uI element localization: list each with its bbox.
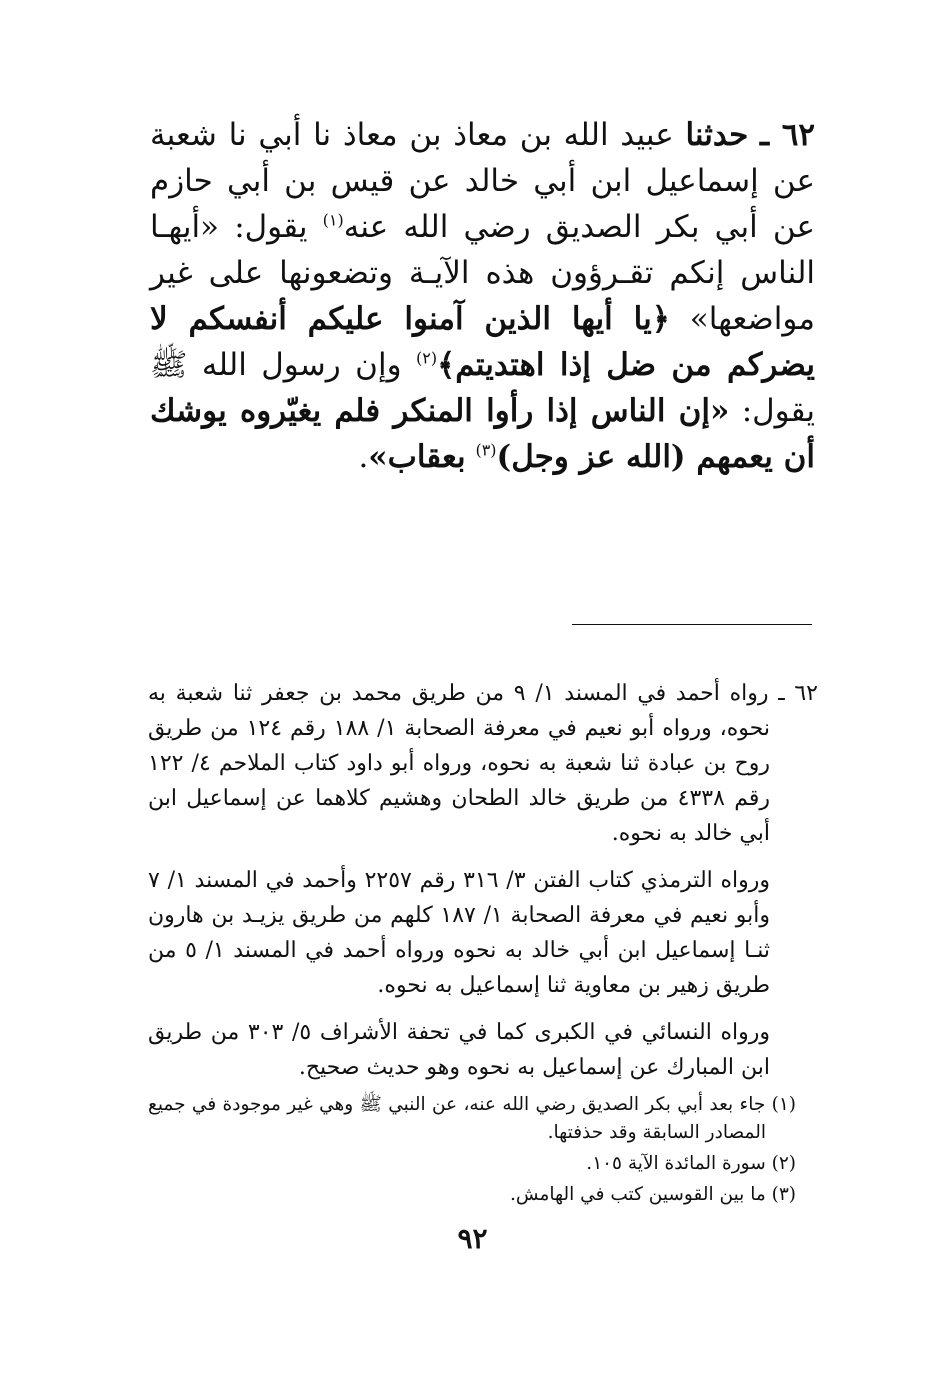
hadith-said-intro: يقول: «أيهـا الناس إنكم تقـرؤون هذه الآيـة وتضعونها على غير مواضعها» (150, 209, 815, 337)
takhrij-notes (148, 676, 818, 1212)
page-number: ٩٢ (457, 1222, 488, 1255)
prophet-intro: وإن رسول الله ﷺ يقول: (150, 347, 815, 429)
hadith-number: ٦٢ ـ (760, 117, 816, 153)
hadith-end-dot: . (358, 439, 369, 475)
takhrij-paragraph: ورواه النسائي في الكبرى كما في تحفة الأشراف ٥/ ٣٠٣ من طريق ابن المبارك عن إسماعيل به نحوه وهو حديث صحيح. (148, 1020, 771, 1080)
hadith-opening: حدثنا (685, 117, 749, 153)
hadith-isnad: عبيد الله بن معاذ بن معاذ نا أبي نا شعبة عن إسماعيل ابن أبي خالد عن قيس بن أبي حازم عن أبي بكر الصديق رضي الله عنه (150, 117, 816, 245)
footnote-marker-2: (٢) (416, 348, 438, 368)
quran-verse: ﴿يا أيها الذين آمنوا عليكم أنفسكم لا يضركم من ضل إذا اهتديتم﴾ (150, 301, 816, 383)
footnote-3: (٣) ما بين القوسين كتب في الهامش. (509, 1184, 796, 1205)
footnote-marker-1: (١) (322, 210, 344, 230)
hadith-text (150, 112, 815, 480)
footnote-divider (572, 624, 812, 625)
takhrij-paragraph: ٦٢ ـ رواه أحمد في المسند ١/ ٩ من طريق محمد بن جعفر ثنا شعبة به نحوه، ورواه أبو نعيم في معرفة الصحابة ١/ ١٨٨ رقم ١٢٤ من طريق روح بن عبادة ثنا شعبة به نحوه، ورواه أبو داود كتاب الملاحم ٤/ ١٢٢ رقم ٤٣٣٨ من طريق خالد الطحان وهشيم كلاهما عن إسماعيل ابن أبي خالد به نحوه. (148, 681, 818, 846)
footnotes-list (148, 1091, 818, 1209)
footnote-1: (١) جاء بعد أبي بكر الصديق رضي الله عنه، عن النبي ﷺ وهي غير موجودة في جميع المصادر السابقة وقد حذفتها. (148, 1094, 796, 1143)
takhrij-paragraph: ورواه الترمذي كتاب الفتن ٣/ ٣١٦ رقم ٢٢٥٧ وأحمد في المسند ١/ ٧ وأبو نعيم في معرفة الصحابة ١/ ١٨٧ كلهم من طريق يزيـد بن هارون ثنـا إسماعيل ابن أبي خالد به نحوه ورواه أحمد في المسند ١/ ٥ من طريق زهير بن معاوية ثنا إسماعيل به نحوه. (148, 868, 771, 998)
hadith-ending: بعقاب» (368, 439, 466, 475)
prophet-saying: «إن الناس إذا رأوا المنكر فلم يغيّروه يوشك أن يعمهم (الله عز وجل) (150, 393, 815, 475)
footnote-2: (٢) سورة المائدة الآية ١٠٥. (586, 1153, 796, 1174)
footnote-marker-3: (٣) (475, 440, 497, 460)
